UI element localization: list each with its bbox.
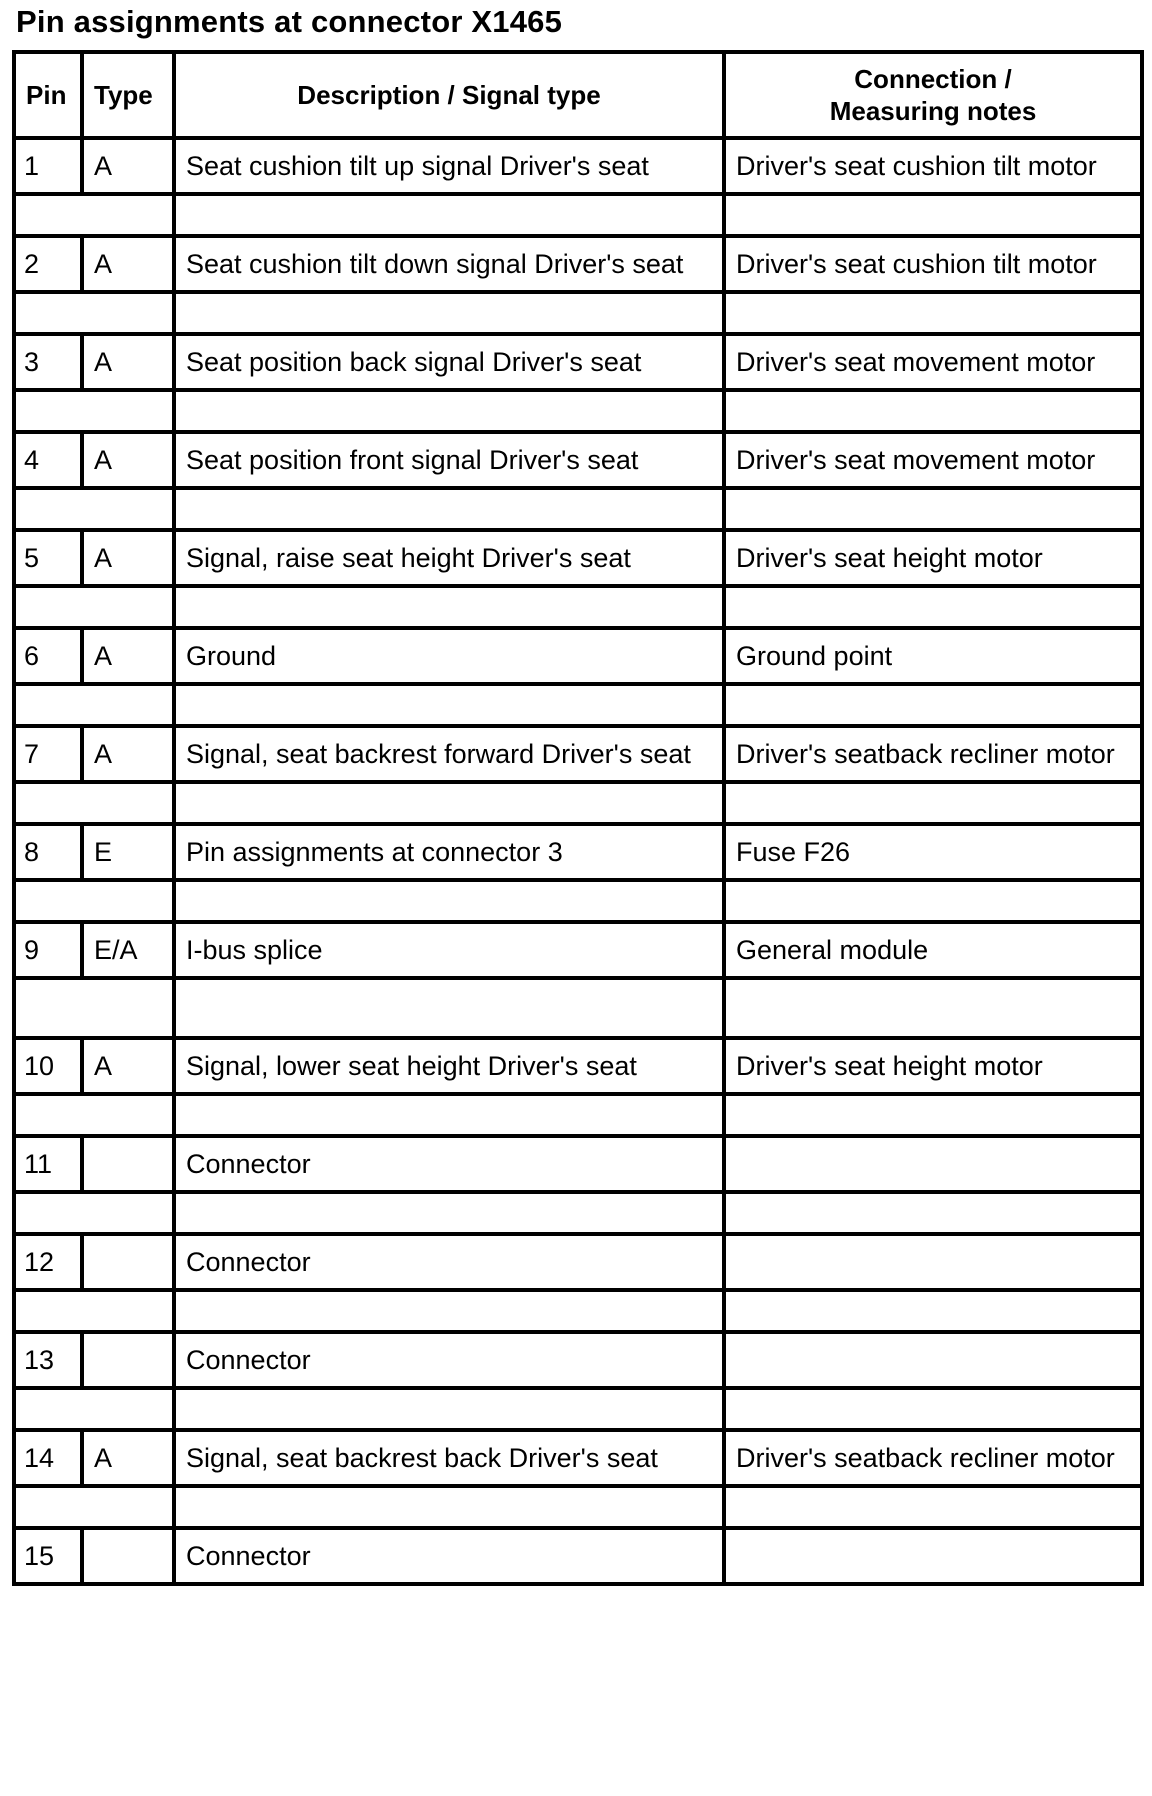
pin-cell: 1 (14, 138, 82, 194)
description-cell: Signal, raise seat height Driver's seat (174, 530, 724, 586)
connection-cell: Ground point (724, 628, 1142, 684)
table-row (14, 1332, 1142, 1388)
spacer-cell (174, 1094, 724, 1136)
pin-cell: 5 (14, 530, 82, 586)
type-cell (82, 1332, 174, 1388)
type-cell (82, 1234, 174, 1290)
type-cell: A (82, 628, 174, 684)
pin-cell: 7 (14, 726, 82, 782)
connection-cell: Driver's seat movement motor (724, 334, 1142, 390)
connection-cell (724, 1234, 1142, 1290)
spacer-row (14, 390, 1142, 432)
table-row (14, 1136, 1142, 1192)
table-row (14, 138, 1142, 194)
description-cell: I-bus splice (174, 922, 724, 978)
header-connection-line2: Measuring notes (829, 96, 1037, 126)
pin-cell: 4 (14, 432, 82, 488)
spacer-cell (14, 1192, 174, 1234)
table-row (14, 824, 1142, 880)
spacer-cell (14, 1094, 174, 1136)
spacer-cell (14, 880, 174, 922)
description-cell: Connector (174, 1528, 724, 1584)
type-cell: A (82, 530, 174, 586)
type-cell: A (82, 138, 174, 194)
spacer-cell (14, 390, 174, 432)
table-row (14, 1038, 1142, 1094)
header-row (14, 52, 1142, 138)
table-row (14, 1528, 1142, 1584)
pin-cell: 10 (14, 1038, 82, 1094)
pin-assignment-table (12, 50, 1144, 1586)
spacer-cell (724, 1486, 1142, 1528)
spacer-cell (724, 684, 1142, 726)
description-cell: Connector (174, 1136, 724, 1192)
spacer-cell (724, 1290, 1142, 1332)
spacer-row (14, 684, 1142, 726)
spacer-cell (14, 978, 174, 1038)
description-cell: Signal, seat backrest forward Driver's seat (174, 726, 724, 782)
type-cell: A (82, 432, 174, 488)
pin-cell: 11 (14, 1136, 82, 1192)
spacer-cell (174, 1388, 724, 1430)
type-cell: A (82, 1430, 174, 1486)
spacer-row (14, 880, 1142, 922)
page-title: Pin assignments at connector X1465 (16, 4, 563, 39)
spacer-row (14, 1486, 1142, 1528)
spacer-cell (14, 1388, 174, 1430)
spacer-cell (14, 684, 174, 726)
spacer-cell (174, 194, 724, 236)
type-cell: E/A (82, 922, 174, 978)
spacer-cell (724, 488, 1142, 530)
type-cell: A (82, 726, 174, 782)
connection-cell: General module (724, 922, 1142, 978)
spacer-cell (174, 1486, 724, 1528)
pin-cell: 12 (14, 1234, 82, 1290)
table-row (14, 922, 1142, 978)
connection-cell (724, 1332, 1142, 1388)
type-cell (82, 1528, 174, 1584)
spacer-cell (174, 586, 724, 628)
spacer-row (14, 586, 1142, 628)
spacer-cell (174, 1192, 724, 1234)
spacer-cell (724, 880, 1142, 922)
spacer-cell (174, 390, 724, 432)
spacer-row (14, 782, 1142, 824)
connection-cell: Driver's seat height motor (724, 530, 1142, 586)
pin-cell: 13 (14, 1332, 82, 1388)
spacer-row (14, 292, 1142, 334)
spacer-cell (724, 390, 1142, 432)
connection-cell: Driver's seat cushion tilt motor (724, 138, 1142, 194)
spacer-cell (14, 586, 174, 628)
pin-cell: 14 (14, 1430, 82, 1486)
spacer-cell (724, 292, 1142, 334)
spacer-cell (174, 880, 724, 922)
header-description: Description / Signal type (174, 52, 724, 138)
spacer-cell (724, 1192, 1142, 1234)
connection-cell: Driver's seatback recliner motor (724, 726, 1142, 782)
type-cell: E (82, 824, 174, 880)
description-cell: Seat position back signal Driver's seat (174, 334, 724, 390)
header-pin: Pin (14, 52, 82, 138)
spacer-row (14, 978, 1142, 1038)
table-row (14, 432, 1142, 488)
header-connection-line1: Connection / (854, 64, 1012, 94)
pin-cell: 3 (14, 334, 82, 390)
spacer-cell (174, 292, 724, 334)
spacer-row (14, 488, 1142, 530)
spacer-cell (174, 488, 724, 530)
spacer-row (14, 1388, 1142, 1430)
description-cell: Ground (174, 628, 724, 684)
spacer-cell (14, 1290, 174, 1332)
spacer-row (14, 1192, 1142, 1234)
table-row (14, 334, 1142, 390)
spacer-cell (174, 978, 724, 1038)
spacer-cell (724, 1094, 1142, 1136)
type-cell: A (82, 236, 174, 292)
spacer-row (14, 194, 1142, 236)
connection-cell (724, 1528, 1142, 1584)
spacer-cell (724, 194, 1142, 236)
connection-cell: Driver's seat movement motor (724, 432, 1142, 488)
description-cell: Seat cushion tilt down signal Driver's seat (174, 236, 724, 292)
pin-cell: 15 (14, 1528, 82, 1584)
table-row (14, 530, 1142, 586)
type-cell (82, 1136, 174, 1192)
spacer-cell (14, 782, 174, 824)
type-cell: A (82, 1038, 174, 1094)
table-row (14, 236, 1142, 292)
spacer-cell (174, 1290, 724, 1332)
description-cell: Connector (174, 1234, 724, 1290)
pin-cell: 6 (14, 628, 82, 684)
connection-cell: Driver's seat height motor (724, 1038, 1142, 1094)
description-cell: Seat cushion tilt up signal Driver's seat (174, 138, 724, 194)
table-row (14, 628, 1142, 684)
spacer-cell (724, 1388, 1142, 1430)
description-cell: Signal, seat backrest back Driver's seat (174, 1430, 724, 1486)
pin-cell: 9 (14, 922, 82, 978)
spacer-cell (14, 194, 174, 236)
description-cell: Connector (174, 1332, 724, 1388)
header-connection (724, 52, 1142, 138)
spacer-cell (724, 978, 1142, 1038)
connection-cell: Driver's seat cushion tilt motor (724, 236, 1142, 292)
spacer-row (14, 1094, 1142, 1136)
connection-cell: Driver's seatback recliner motor (724, 1430, 1142, 1486)
type-cell: A (82, 334, 174, 390)
connection-cell (724, 1136, 1142, 1192)
pin-cell: 8 (14, 824, 82, 880)
spacer-cell (724, 586, 1142, 628)
table-row (14, 1430, 1142, 1486)
description-cell: Signal, lower seat height Driver's seat (174, 1038, 724, 1094)
table-body (14, 138, 1142, 1584)
spacer-cell (724, 782, 1142, 824)
spacer-cell (174, 782, 724, 824)
table-row (14, 1234, 1142, 1290)
spacer-cell (14, 1486, 174, 1528)
description-cell: Pin assignments at connector 3 (174, 824, 724, 880)
connection-cell: Fuse F26 (724, 824, 1142, 880)
spacer-row (14, 1290, 1142, 1332)
spacer-cell (14, 488, 174, 530)
header-type: Type (82, 52, 174, 138)
description-cell: Seat position front signal Driver's seat (174, 432, 724, 488)
pin-cell: 2 (14, 236, 82, 292)
spacer-cell (14, 292, 174, 334)
spacer-cell (174, 684, 724, 726)
table-row (14, 726, 1142, 782)
